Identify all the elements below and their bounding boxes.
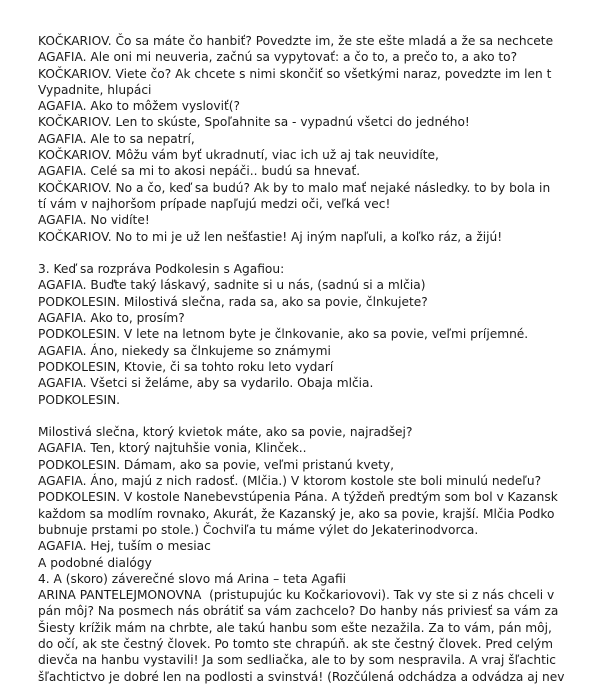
text-line: PODKOLESIN, Ktovie, či sa tohto roku leto vydarí [38,359,334,374]
text-line: AGAFIA. Áno, niekedy sa člnkujeme so známymi [38,343,331,358]
text-line: PODKOLESIN. Milostivá slečna, rada sa, ako sa povie, člnkujete? [38,294,428,309]
text-line: KOČKARIOV. No to mi je už len nešťastie! Aj iným napľuli, a koľko ráz, a žijú! [38,229,503,244]
text-line: AGAFIA. Hej, tuším o mesiac [38,539,211,554]
text-line: AGAFIA. Ako to, prosím? [38,311,185,326]
text-line: bubnuje prstami po stole.) Čochviľa tu máme výlet do Jekaterinodvorca. [38,522,479,537]
text-line: PODKOLESIN. [38,392,121,407]
text-line: AGAFIA. Ten, ktorý najtuhšie vonia, Klinček.. [38,441,307,456]
text-line: ARINA PANTELEJMONOVNA (pristupujúc ku Kočkariovovi). Tak vy ste si z nás chceli v [38,588,555,603]
text-line: do očí, ak ste čestný človek. Po tomto ste chrapúň. ak ste čestný človek. Pred celým [38,636,554,651]
text-line: AGAFIA. Ale oni mi neuveria, začnú sa vypytovať: a čo to, a prečo to, a ako to? [38,50,518,65]
text-line: šľachtictvo je dobré len na podlosti a svinstvá! (Rozčúlená odchádza a odvádza aj nev [38,669,565,684]
text-line: PODKOLESIN. Dámam, ako sa povie, veľmi pristanú kvety, [38,457,394,472]
text-line: KOČKARIOV. Viete čo? Ak chcete s nimi skončiť so všetkými naraz, povedzte im len t [38,66,552,81]
text-line: Milostivá slečna, ktorý kvietok máte, ako sa povie, najradšej? [38,425,413,440]
text-line: A podobné dialógy [38,555,152,570]
text-line: KOČKARIOV. No a čo, keď sa budú? Ak by to malo mať nejaké následky. to by bola in [38,180,551,195]
text-line: dievča na hanbu vystavili! Ja som sedliačka, ale to by som nespravila. A vraj šľachtic [38,653,556,668]
blank-line [38,408,607,424]
text-line: každom sa modlím rovnako, Akurát, že Kazanský je, ako sa povie, krajší. Mlčia Podko [38,506,555,521]
text-line: Vypadnite, hlupáci [38,82,152,97]
text-line: KOČKARIOV. Len to skúste, Spoľahnite sa - vypadnú všetci do jedného! [38,115,470,130]
text-line: AGAFIA. Celé sa mi to akosi nepáči.. budú sa hnevať. [38,164,361,179]
text-line: AGAFIA. Ako to môžem vysloviť(? [38,99,240,114]
text-line: AGAFIA. Áno, majú z nich radosť. (Mlčia.) V ktorom kostole ste boli minulú nedeľu? [38,474,542,489]
text-line: KOČKARIOV. Čo sa máte čo hanbiť? Povedzte im, že ste ešte mladá a že sa nechcete [38,34,554,48]
text-line: Šiesty krížik mám na chrbte, ale takú hanbu som ešte nezažila. Za to vám, pán môj, [38,620,552,635]
text-line: PODKOLESIN. V kostole Nanebevstúpenia Pána. A týždeň predtým som bol v Kazansk [38,490,558,505]
text-line: 3. Keď sa rozpráva Podkolesin s Agafiou: [38,262,285,277]
text-line: KOČKARIOV. Môžu vám byť ukradnutí, viac ich už aj tak neuvidíte, [38,148,439,163]
blank-line [38,245,607,261]
text-line: tí vám v najhoršom prípade napľujú medzi oči, veľká vec! [38,196,391,211]
text-line: AGAFIA. Ale to sa nepatrí, [38,131,195,146]
text-line: 4. A (skoro) záverečné slovo má Arina – teta Agafii [38,571,347,586]
document-text [38,33,607,685]
text-line: AGAFIA. Buďte taký láskavý, sadnite si u nás, (sadnú si a mlčia) [38,278,426,293]
text-line: AGAFIA. Všetci si želáme, aby sa vydarilo. Obaja mlčia. [38,376,374,391]
text-line: AGAFIA. No vidíte! [38,213,150,228]
text-line: PODKOLESIN. V lete na letnom byte je člnkovanie, ako sa povie, veľmi príjemné. [38,327,529,342]
text-line: pán môj? Na posmech nás obrátiť sa vám zachcelo? Do hanby nás priviesť sa vám za [38,604,559,619]
